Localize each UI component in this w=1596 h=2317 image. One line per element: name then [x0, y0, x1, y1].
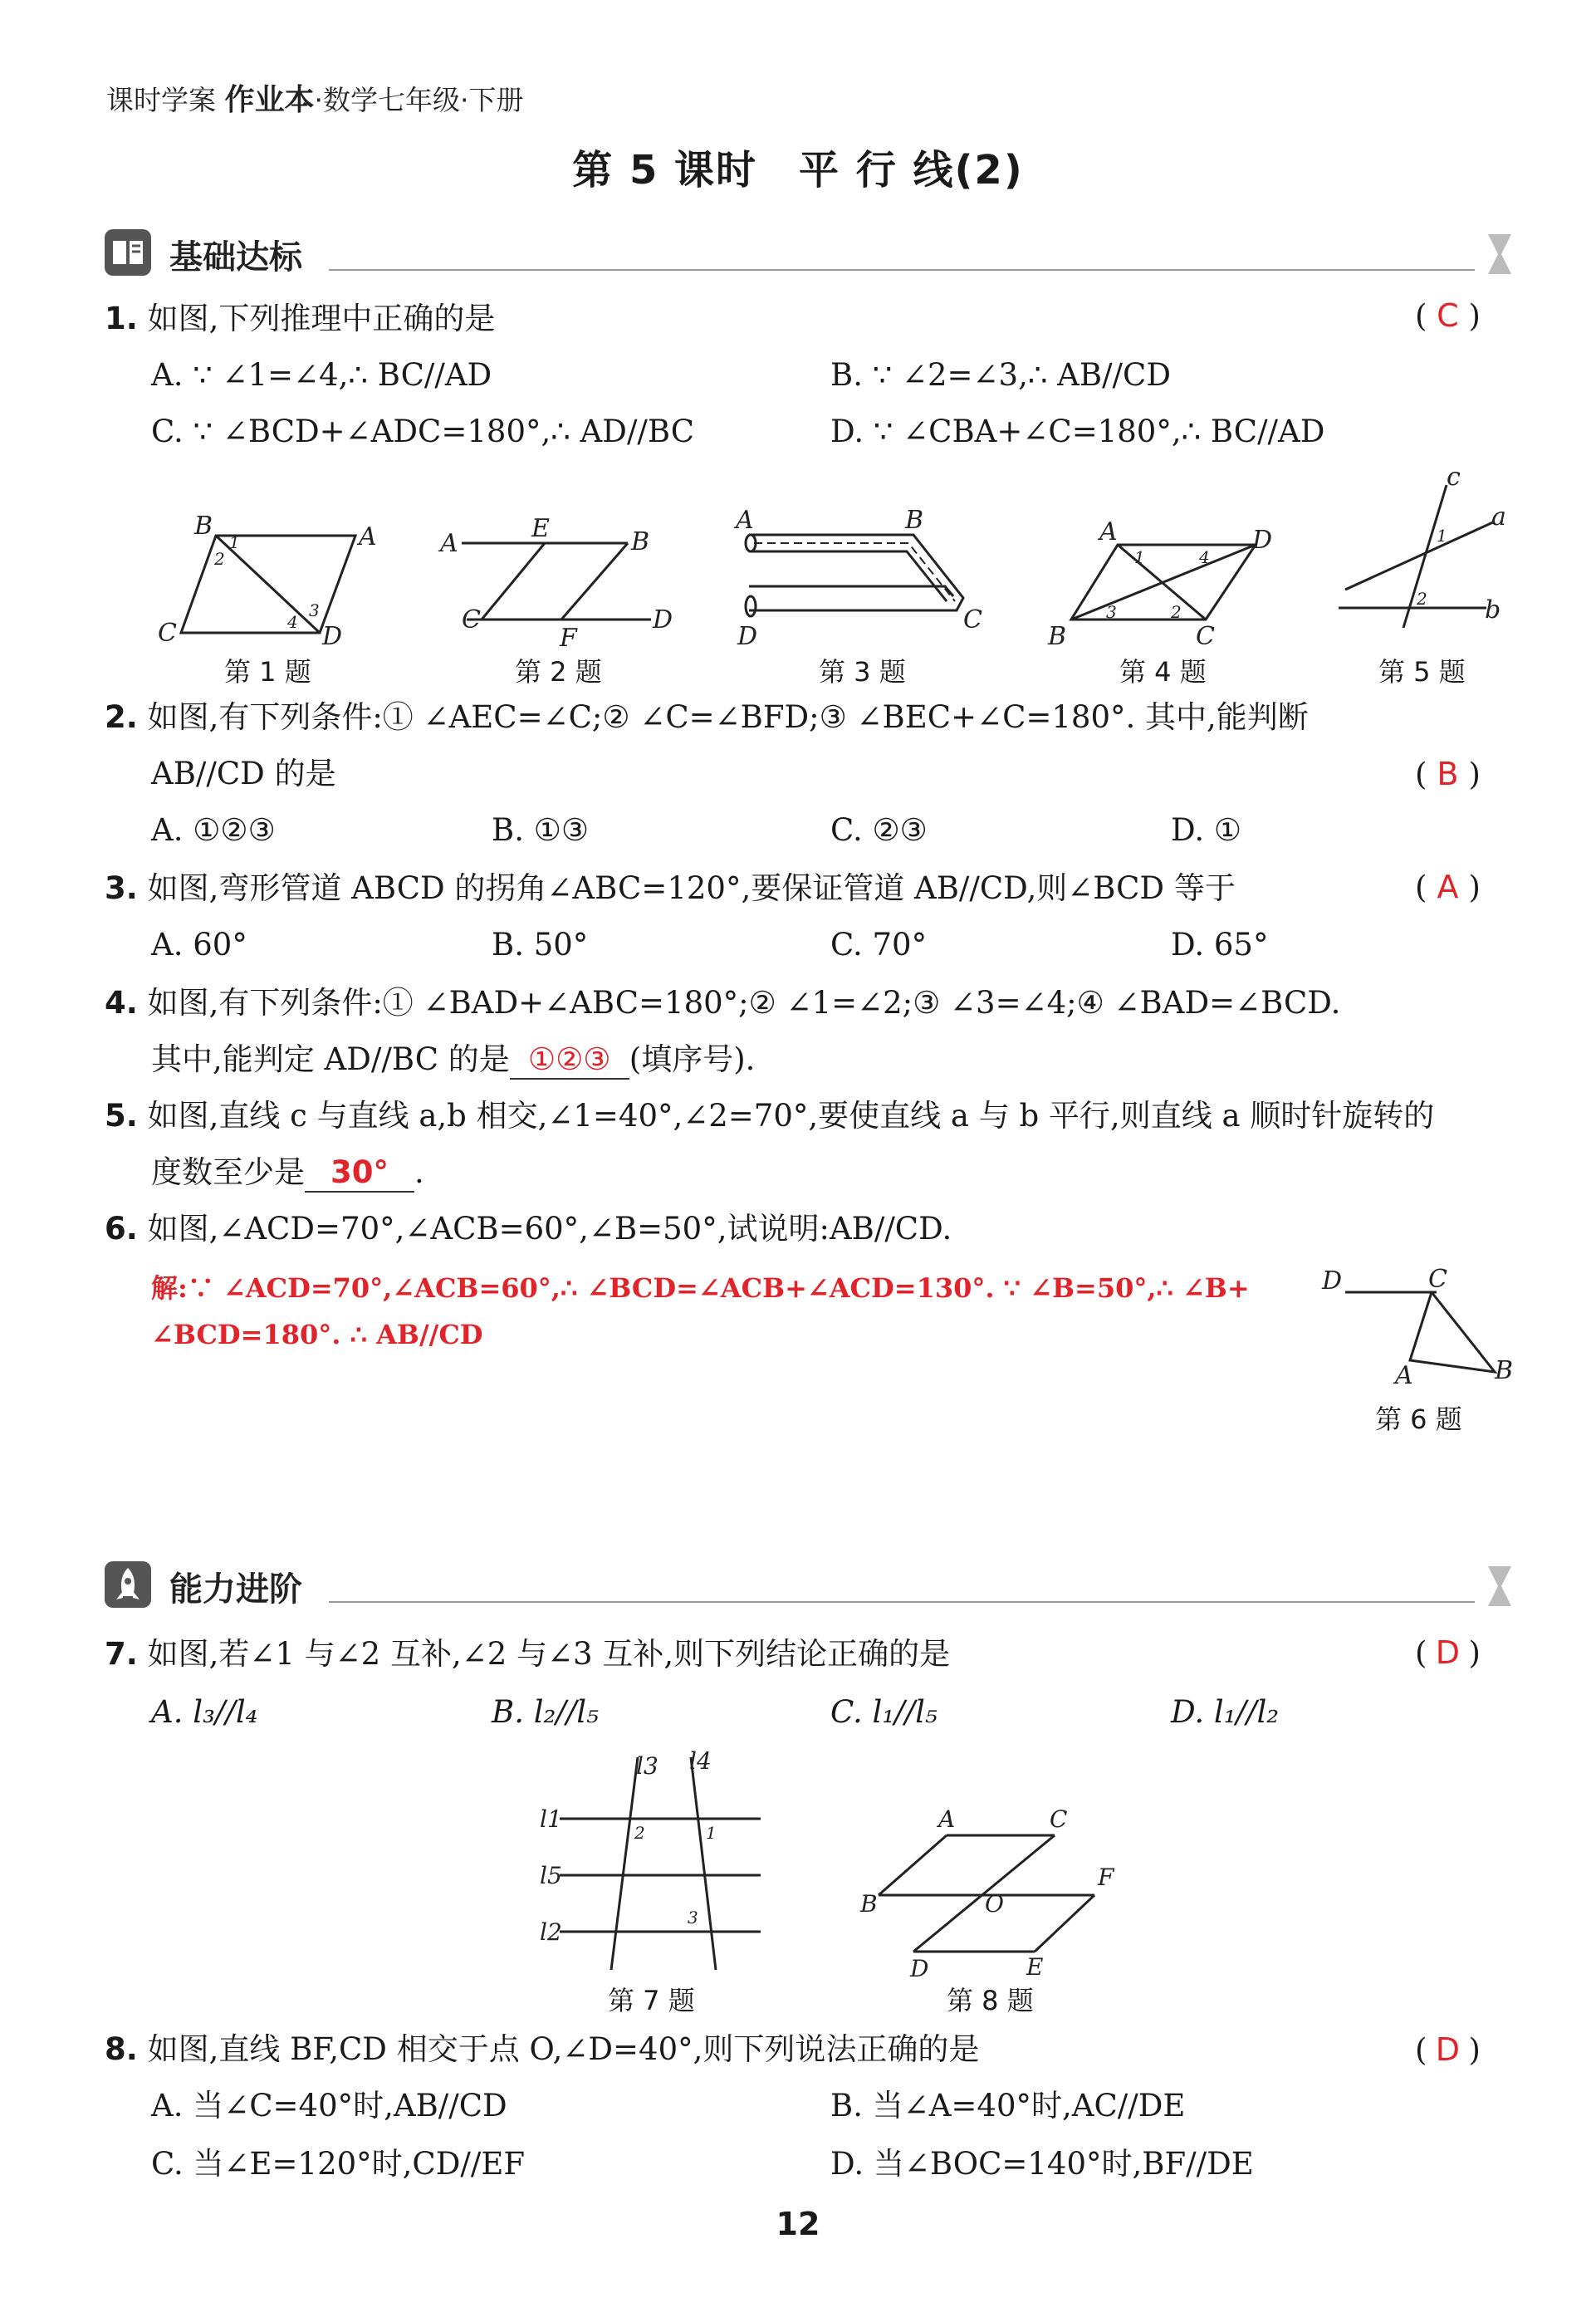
fig6-label: B: [1495, 1356, 1514, 1385]
q3-answer-box: ( A ): [1415, 869, 1481, 905]
fig2-label: D: [653, 605, 673, 634]
fig7-label: 3: [688, 1908, 698, 1928]
fig7-label: 1: [706, 1823, 717, 1843]
fig4-label: C: [1196, 622, 1215, 651]
section-basic-header: [105, 226, 1516, 279]
q3-option-b: B. 50°: [492, 927, 589, 963]
fig3-label: C: [963, 605, 982, 634]
section-advanced-title: 能力进阶: [169, 1570, 302, 1609]
q7-stem: 7. 如图,若∠1 与∠2 互补,∠2 与∠3 互补,则下列结论正确的是: [105, 1636, 951, 1672]
figure-5: [1339, 485, 1495, 628]
q1-answer-box: ( C ): [1415, 297, 1481, 334]
q7-option-a: A. l₃//l₄: [151, 1694, 258, 1730]
q8-answer: D: [1435, 2031, 1461, 2068]
series-name: 课时学案: [106, 84, 216, 116]
q2-stem-2: AB//CD 的是: [151, 756, 336, 791]
q2-option-b: B. ①③: [492, 812, 590, 848]
fig2-label: B: [631, 527, 650, 556]
fig4-label: A: [1099, 517, 1118, 546]
fig3-label: A: [736, 506, 754, 535]
fig5-label: b: [1485, 595, 1501, 625]
fig3-label: B: [905, 506, 924, 535]
fig6-label: D: [1322, 1266, 1343, 1296]
rocket-icon: [105, 1561, 151, 1608]
fig5-label: 1: [1437, 526, 1447, 546]
fig8-label: F: [1098, 1864, 1114, 1891]
fig7-label: l3: [636, 1752, 658, 1780]
q5-stem-2: 度数至少是 30° .: [151, 1154, 424, 1193]
figure-4: [1071, 545, 1256, 620]
fig4-label: B: [1048, 622, 1067, 651]
q1-option-b: B. ∵ ∠2=∠3,∴ AB//CD: [830, 357, 1171, 393]
q2-answer-box: ( B ): [1415, 756, 1481, 792]
q4-stem: 4. 如图,有下列条件:① ∠BAD+∠ABC=180°;② ∠1=∠2;③ ∠3=∠4;④ ∠BAD=∠BCD.: [105, 985, 1341, 1021]
q7-option-c: C. l₁//l₅: [830, 1694, 938, 1730]
q7-option-d: D. l₁//l₂: [1171, 1694, 1280, 1730]
fig6-label: A: [1395, 1361, 1413, 1390]
q5-stem: 5. 如图,直线 c 与直线 a,b 相交,∠1=40°,∠2=70°,要使直线 a 与 b 平行,则直线 a 顺时针旋转的: [105, 1098, 1435, 1134]
q3-option-c: C. 70°: [830, 927, 928, 963]
q6-stem: 6. 如图,∠ACD=70°,∠ACB=60°,∠B=50°,试说明:AB//CD.: [105, 1211, 952, 1247]
fig1-label: 3: [309, 600, 320, 620]
figure-3: [746, 535, 963, 616]
fig2-label: A: [440, 529, 458, 558]
q2-option-d: D. ①: [1171, 812, 1242, 848]
q4-stem-2: 其中,能判定 AD//BC 的是 ①②③ (填序号).: [151, 1041, 755, 1080]
q2-option-c: C. ②③: [830, 812, 928, 848]
q8-answer-box: ( D ): [1415, 2031, 1481, 2068]
section-rule: [329, 1601, 1475, 1603]
fig6-label: C: [1428, 1265, 1447, 1294]
fig8-label: A: [938, 1805, 956, 1833]
figure-8: [879, 1835, 1094, 1952]
fig2-label: E: [531, 514, 550, 543]
fig8-caption: 第 8 题: [947, 1985, 1034, 2016]
hourglass-icon: [1483, 1563, 1516, 1609]
fig4-label: 1: [1134, 547, 1145, 567]
q5-answer: 30°: [305, 1154, 414, 1193]
section-basic-title: 基础达标: [169, 238, 302, 277]
q2-stem: 2. 如图,有下列条件:① ∠AEC=∠C;② ∠C=∠BFD;③ ∠BEC+∠C=180°. 其中,能判断: [105, 699, 1309, 735]
q1-option-a: A. ∵ ∠1=∠4,∴ BC//AD: [151, 357, 492, 393]
q7-answer-box: ( D ): [1415, 1634, 1481, 1671]
book-icon: [105, 229, 151, 276]
q2-answer: B: [1437, 756, 1459, 792]
fig1-label: 1: [229, 532, 240, 552]
fig3-label: D: [737, 622, 758, 651]
q3-option-a: A. 60°: [151, 927, 247, 963]
fig5-label: 2: [1417, 589, 1427, 609]
fig2-label: C: [462, 605, 481, 634]
fig4-caption: 第 4 题: [1119, 656, 1207, 688]
fig5-label: a: [1491, 502, 1506, 531]
fig2-caption: 第 2 题: [515, 656, 602, 688]
q3-stem: 3. 如图,弯形管道 ABCD 的拐角∠ABC=120°,要保证管道 AB//CD,则∠BCD 等于: [105, 870, 1236, 906]
q1-option-c: C. ∵ ∠BCD+∠ADC=180°,∴ AD//BC: [151, 414, 695, 449]
fig1-label: A: [359, 522, 377, 551]
fig1-label: 2: [214, 549, 225, 569]
fig4-label: D: [1252, 526, 1273, 555]
section-advanced-header: [105, 1558, 1516, 1611]
fig2-label: F: [560, 624, 577, 653]
q7-option-b: B. l₂//l₅: [492, 1694, 599, 1730]
fig8-label: O: [985, 1890, 1004, 1918]
q6-solution-line-1: 解:∵ ∠ACD=70°,∠ACB=60°,∴ ∠BCD=∠ACB+∠ACD=130°. ∵ ∠B=50°,∴ ∠B+: [151, 1272, 1250, 1304]
q8-option-c: C. 当∠E=120°时,CD//EF: [151, 2146, 525, 2182]
fig5-label: c: [1447, 463, 1461, 492]
q8-stem: 8. 如图,直线 BF,CD 相交于点 O,∠D=40°,则下列说法正确的是: [105, 2031, 980, 2067]
fig7-label: l5: [540, 1862, 562, 1889]
q8-option-d: D. 当∠BOC=140°时,BF//DE: [830, 2146, 1254, 2182]
q1-stem: 1. 如图,下列推理中正确的是: [105, 301, 496, 336]
page-number: 12: [776, 2206, 820, 2242]
figure-2: [462, 543, 651, 620]
lesson-title: 第 5 课时 平 行 线(2): [572, 147, 1024, 193]
q4-answer: ①②③: [510, 1041, 629, 1080]
fig1-label: 4: [287, 612, 298, 632]
book-name: 作业本: [224, 83, 315, 117]
subject-name: ·数学七年级·下册: [314, 84, 524, 116]
fig4-label: 2: [1171, 602, 1182, 622]
fig7-label: l1: [540, 1805, 562, 1833]
fig7-label: l4: [689, 1747, 712, 1775]
fig6-caption: 第 6 题: [1375, 1403, 1462, 1435]
fig7-label: l2: [540, 1918, 562, 1946]
q3-option-d: D. 65°: [1171, 927, 1269, 963]
fig8-label: C: [1050, 1805, 1068, 1833]
q8-option-b: B. 当∠A=40°时,AC//DE: [830, 2088, 1186, 2124]
q1-answer: C: [1437, 297, 1459, 334]
figure-7: [560, 1757, 761, 1970]
book-header: [106, 76, 524, 119]
fig3-caption: 第 3 题: [819, 656, 906, 688]
q8-option-a: A. 当∠C=40°时,AB//CD: [151, 2088, 507, 2124]
fig1-caption: 第 1 题: [224, 656, 311, 688]
fig8-label: E: [1026, 1953, 1044, 1981]
fig4-label: 4: [1199, 547, 1210, 567]
fig1-label: D: [322, 622, 343, 651]
fig5-caption: 第 5 题: [1378, 656, 1466, 688]
fig8-label: B: [860, 1890, 878, 1918]
figure-6: [1345, 1292, 1495, 1372]
q7-answer: D: [1435, 1634, 1461, 1671]
q1-option-d: D. ∵ ∠CBA+∠C=180°,∴ BC//AD: [830, 414, 1325, 449]
hourglass-icon: [1483, 231, 1516, 277]
q2-option-a: A. ①②③: [151, 812, 276, 848]
fig8-label: D: [910, 1955, 929, 1982]
fig7-label: 2: [634, 1823, 645, 1843]
fig1-label: B: [194, 512, 213, 541]
fig1-label: C: [158, 619, 177, 648]
fig7-caption: 第 7 题: [608, 1985, 695, 2016]
fig4-label: 3: [1106, 602, 1117, 622]
figure-1: [181, 536, 355, 633]
section-rule: [329, 269, 1475, 271]
q3-answer: A: [1437, 869, 1459, 905]
q6-solution-line-2: ∠BCD=180°. ∴ AB//CD: [151, 1319, 483, 1350]
